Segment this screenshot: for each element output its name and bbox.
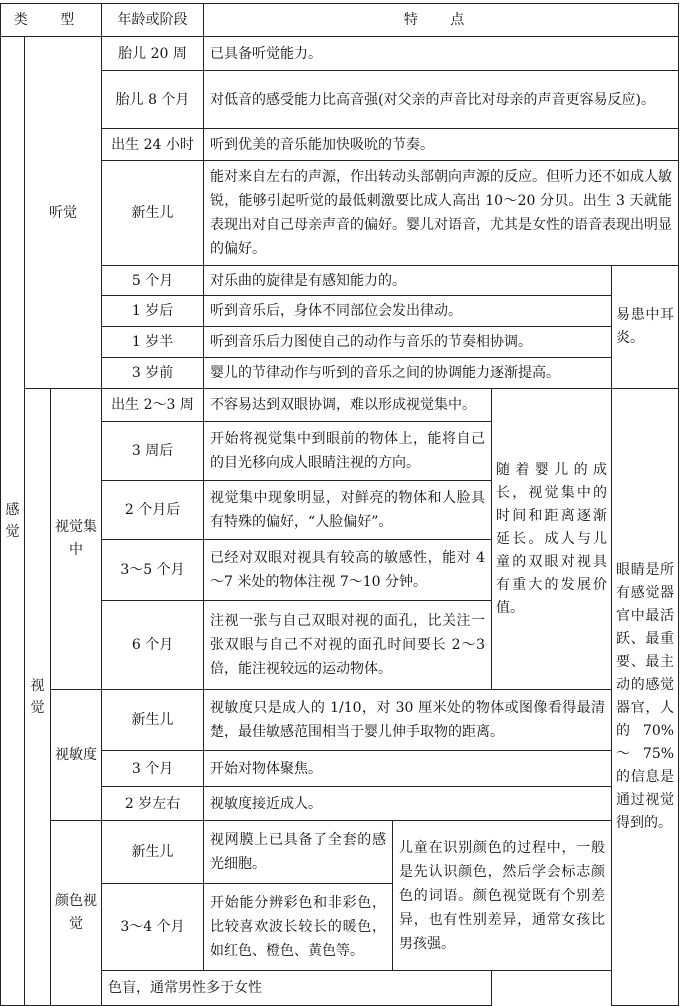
header-type: 类 型 [1,4,102,37]
vision-color-label: 颜色视觉 [51,821,102,1006]
feature-cell: 开始对物体聚焦。 [204,751,612,787]
table-row [1,129,679,161]
stage-cell: 2 岁左右 [102,787,204,821]
table-row [1,358,679,389]
feature-cell: 视敏度只是成人的 1/10，对 30 厘米处的物体或图像看得最清楚，最佳敏感范围相当于婴儿伸手取物的距离。 [204,690,612,751]
feature-cell: 视觉集中现象明显，对鲜亮的物体和人脸具有特殊的偏好，“人脸偏好”。 [204,481,492,540]
stage-cell: 出生 2～3 周 [102,389,204,422]
stage-cell: 1 岁后 [102,296,204,327]
table-row [1,751,679,787]
feature-cell: 开始将视觉集中到眼前的物体上，能将自己的目光移向成人眼睛注视的方向。 [204,422,492,481]
stage-cell: 新生儿 [102,821,204,884]
hearing-label: 听觉 [25,37,102,389]
vision-label: 视觉 [25,389,51,1006]
feature-cell: 已具备听觉能力。 [204,37,679,71]
table-row [1,37,679,71]
feature-cell: 听到音乐后力图使自己的动作与音乐的节奏相协调。 [204,327,612,358]
table-row [1,296,679,327]
stage-cell: 新生儿 [102,161,204,266]
stage-cell: 3 个月 [102,751,204,787]
header-feature: 特 点 [204,4,679,37]
stage-cell: 新生儿 [102,690,204,751]
feature-cell: 对乐曲的旋律是有感知能力的。 [204,266,612,296]
header-row [1,4,679,37]
color-blindness-note: 色盲，通常男性多于女性 [102,971,492,1006]
feature-cell: 视网膜上已具备了全套的感光细胞。 [204,821,393,884]
table-row [1,787,679,821]
vision-focus-note: 随着婴儿的成长，视觉集中的时间和距离逐渐延长。成人与儿童的双眼对视具有重大的发展价值。 [492,389,612,690]
stage-cell: 胎儿 20 周 [102,37,204,71]
stage-cell: 3～4 个月 [102,884,204,971]
feature-cell: 对低音的感受能力比高音强(对父亲的声音比对母亲的声音更容易反应)。 [204,71,679,129]
vision-color-note: 儿童在识别颜色的过程中，一般是先认识颜色，然后学会标志颜色的词语。颜色视觉既有个别差异，也有性别差异，通常女孩比男孩强。 [393,821,612,971]
infant-senses-table [0,3,679,1006]
table-row [1,971,679,1006]
stage-cell: 1 岁半 [102,327,204,358]
feature-cell: 婴儿的节律动作与听到的音乐之间的协调能力逐渐提高。 [204,358,612,389]
stage-cell: 胎儿 8 个月 [102,71,204,129]
stage-cell: 3 岁前 [102,358,204,389]
feature-cell: 能对来自左右的声源，作出转动头部朝向声源的反应。但听力还不如成人敏锐，能够引起听觉的最低刺激要比成人高出 10～20 分贝。出生 3 天就能表现出对自己母亲声音的偏好。婴儿对语音，尤其是女性的语音表现出明显的偏好。 [204,161,679,266]
vision-acuity-label: 视敏度 [51,690,102,821]
stage-cell: 6 个月 [102,601,204,690]
feature-cell: 开始能分辨彩色和非彩色，比较喜欢波长较长的暖色，如红色、橙色、黄色等。 [204,884,393,971]
table-row [1,161,679,266]
table-row [1,327,679,358]
vision-note: 眼睛是所有感觉器官中最活跃、最重要、最主动的感觉器官，人的 70%～75% 的信息是通过视觉得到的。 [612,389,679,1006]
table-row [1,821,679,883]
stage-cell: 出生 24 小时 [102,129,204,161]
feature-cell: 不容易达到双眼协调，难以形成视觉集中。 [204,389,492,422]
hearing-note: 易患中耳炎。 [612,266,679,389]
category-cell: 感觉 [1,37,25,1006]
table-row [1,690,679,751]
vision-focus-label: 视觉集中 [51,389,102,690]
feature-cell: 听到优美的音乐能加快吸吮的节奏。 [204,129,679,161]
stage-cell: 3～5 个月 [102,540,204,601]
stage-cell: 3 周后 [102,422,204,481]
stage-cell: 5 个月 [102,266,204,296]
stage-cell: 2 个月后 [102,481,204,540]
table-row [1,389,679,422]
feature-cell: 已经对双眼对视具有较高的敏感性，能对 4～7 米处的物体注视 7～10 分钟。 [204,540,492,601]
feature-cell: 注视一张与自己双眼对视的面孔，比关注一张双眼与自己不对视的面孔时间要长 2～3 倍，能注视较远的运动物体。 [204,601,492,690]
feature-cell: 视敏度接近成人。 [204,787,612,821]
table-row [1,266,679,296]
header-stage: 年龄或阶段 [102,4,204,37]
table-row [1,71,679,129]
feature-cell: 听到音乐后，身体不同部位会发出律动。 [204,296,612,327]
